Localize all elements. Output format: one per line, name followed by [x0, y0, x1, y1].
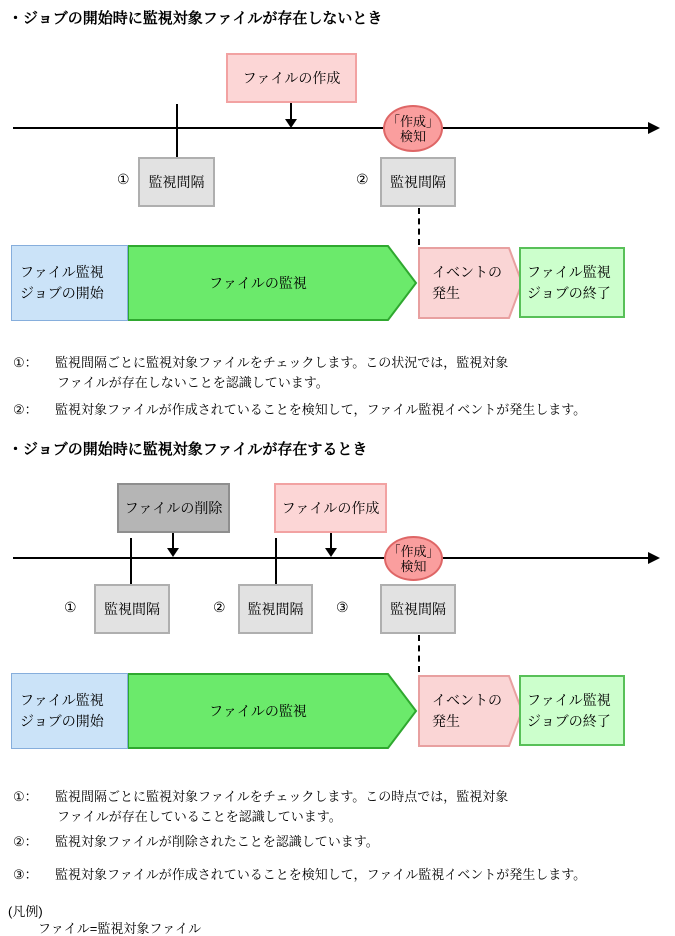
- timeline-1: [13, 127, 649, 129]
- file-create-arrowhead-2: [325, 548, 337, 557]
- interval-number-2-3: ③: [336, 599, 349, 615]
- job-start-label-line2: ジョブの開始: [20, 713, 104, 729]
- note1-2-line1: 監視対象ファイルが作成されていることを検知して，ファイル監視イベントが発生します。: [55, 402, 587, 417]
- timeline-1-arrowhead: [648, 122, 660, 134]
- timeline-2-arrowhead: [648, 552, 660, 564]
- job-end-box-2: [519, 675, 625, 746]
- job-end-label-line2: ジョブの終了: [527, 284, 611, 301]
- section2-title: ・ジョブの開始時に監視対象ファイルが存在するとき: [8, 441, 368, 458]
- job-start-label-line1: ファイル監視: [20, 692, 104, 708]
- note2-2-line1: 監視対象ファイルが削除されたことを認識しています。: [55, 834, 379, 849]
- note2-3-number: ③：: [13, 867, 38, 882]
- file-create-box-2: ファイルの作成: [274, 483, 387, 533]
- note1-2-number: ②：: [13, 402, 38, 417]
- timeline-2-tick-1: [130, 538, 132, 584]
- detect-label-line2: 検知: [399, 128, 426, 144]
- file-monitor-label-1: ファイルの監視: [209, 275, 307, 291]
- interval-box-2-3: 監視間隔: [380, 584, 456, 634]
- interval-box-2-1: 監視間隔: [94, 584, 170, 634]
- create-detect-ellipse-2: [384, 536, 443, 581]
- event-label-line1: イベントの: [432, 692, 502, 708]
- note2-1-number: ①：: [13, 789, 38, 804]
- file-delete-arrow-stem-2: [172, 533, 174, 549]
- timeline-2: [13, 557, 649, 559]
- event-label-line2: 発生: [432, 285, 460, 301]
- event-occur-label-1: [432, 247, 502, 319]
- note2-2-number: ②：: [13, 834, 38, 849]
- legend-entry: ファイル=監視対象ファイル: [38, 921, 202, 936]
- event-dashed-connector-2: [418, 635, 420, 672]
- interval-box-1-1: 監視間隔: [138, 157, 215, 207]
- event-label-line2: 発生: [432, 713, 460, 729]
- job-start-label-line1: ファイル監視: [20, 264, 104, 280]
- section1-title: ・ジョブの開始時に監視対象ファイルが存在しないとき: [8, 10, 383, 27]
- file-create-arrow-stem-2: [330, 533, 332, 549]
- note1-1-line1: 監視間隔ごとに監視対象ファイルをチェックします。この状況では，監視対象: [55, 355, 509, 370]
- note2-1-line1: 監視間隔ごとに監視対象ファイルをチェックします。この時点では，監視対象: [55, 789, 509, 804]
- file-delete-box-2: ファイルの削除: [117, 483, 230, 533]
- event-label-line1: イベントの: [432, 264, 502, 280]
- detect-label-line2: 検知: [400, 558, 427, 574]
- create-detect-ellipse-1: [383, 105, 443, 152]
- file-delete-arrowhead-2: [167, 548, 179, 557]
- note1-1-number: ①：: [13, 355, 38, 370]
- job-start-box-1: [11, 245, 128, 321]
- legend-title: (凡例): [8, 904, 43, 919]
- event-occur-label-2: [432, 675, 502, 747]
- interval-number-1-2: ②: [356, 171, 369, 187]
- note2-1-line2: ファイルが存在していることを認識しています。: [57, 809, 342, 824]
- job-end-label-line2: ジョブの終了: [527, 712, 611, 729]
- job-end-box-1: [519, 247, 625, 318]
- interval-box-1-2: 監視間隔: [380, 157, 456, 207]
- interval-number-1-1: ①: [117, 171, 130, 187]
- timeline-2-tick-2: [275, 538, 277, 584]
- note1-1-line2: ファイルが存在しないことを認識しています。: [57, 375, 329, 390]
- interval-number-2-2: ②: [213, 599, 226, 615]
- file-monitor-label-2: ファイルの監視: [209, 703, 307, 719]
- timeline-1-tick: [176, 104, 178, 157]
- job-end-label-line1: ファイル監視: [527, 691, 611, 708]
- note2-3-line1: 監視対象ファイルが作成されていることを検知して，ファイル監視イベントが発生します。: [55, 867, 587, 882]
- detect-label-line1: 「作成」: [387, 543, 440, 559]
- job-start-box-2: [11, 673, 128, 749]
- interval-number-2-1: ①: [64, 599, 77, 615]
- event-dashed-connector-1: [418, 208, 420, 245]
- detect-label-line1: 「作成」: [386, 113, 439, 129]
- job-start-label-line2: ジョブの開始: [20, 285, 104, 301]
- file-create-arrow-stem-1: [290, 103, 292, 120]
- job-end-label-line1: ファイル監視: [527, 263, 611, 280]
- file-create-box-1: ファイルの作成: [226, 53, 357, 103]
- interval-box-2-2: 監視間隔: [238, 584, 313, 634]
